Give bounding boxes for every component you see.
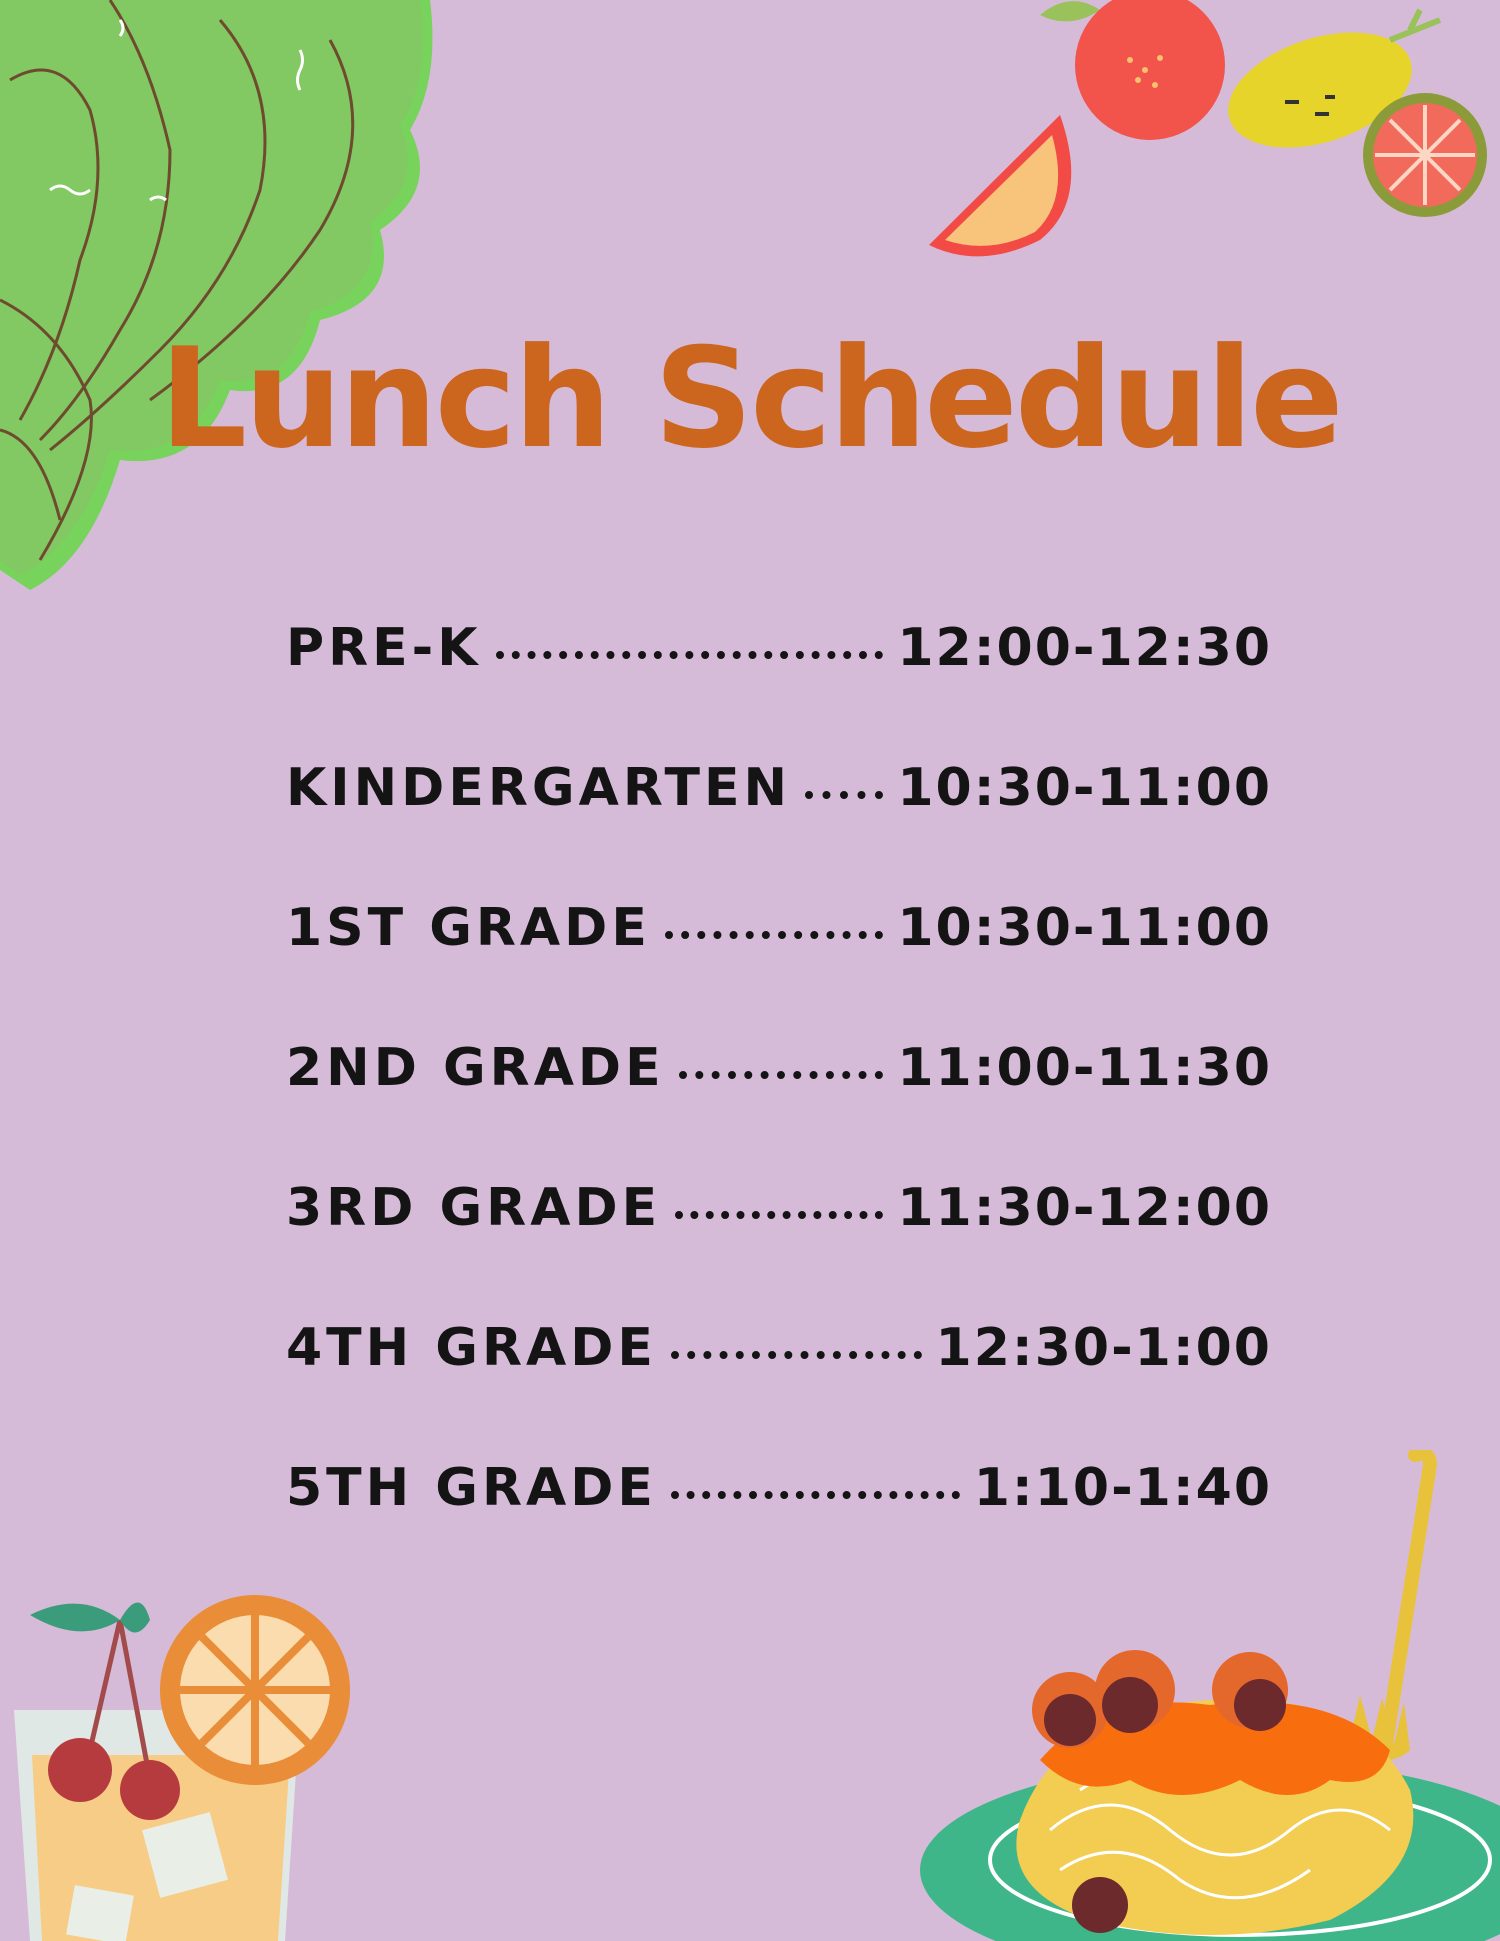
page-title: Lunch Schedule — [159, 318, 1341, 479]
fruit-cluster-illustration — [920, 0, 1500, 270]
dot-leader — [805, 791, 883, 799]
dot-leader — [679, 1071, 884, 1079]
grade-label: PRE-K — [286, 618, 482, 678]
time-range: 12:00-12:30 — [897, 618, 1272, 678]
schedule-row-1st-grade — [286, 898, 1272, 1038]
dot-leader — [675, 1211, 883, 1219]
schedule-row-3rd-grade — [286, 1178, 1272, 1318]
time-range: 12:30-1:00 — [935, 1318, 1272, 1378]
schedule-row-kindergarten — [286, 758, 1272, 898]
grade-label: KINDERGARTEN — [286, 758, 792, 818]
dot-leader — [665, 931, 884, 939]
schedule-row-pre-k — [286, 618, 1272, 758]
time-range: 10:30-11:00 — [897, 758, 1272, 818]
time-range: 10:30-11:00 — [897, 898, 1272, 958]
time-range: 11:00-11:30 — [897, 1038, 1272, 1098]
grade-label: 4TH GRADE — [286, 1318, 657, 1378]
grade-label: 2ND GRADE — [286, 1038, 665, 1098]
drink-illustration — [0, 1590, 360, 1941]
schedule-row-2nd-grade — [286, 1038, 1272, 1178]
lettuce-illustration — [0, 0, 460, 600]
grade-label: 5TH GRADE — [286, 1458, 657, 1518]
dot-leader — [671, 1351, 922, 1359]
spaghetti-illustration — [910, 1450, 1500, 1941]
grade-label: 1ST GRADE — [286, 898, 651, 958]
time-range: 11:30-12:00 — [897, 1178, 1272, 1238]
schedule-row-4th-grade — [286, 1318, 1272, 1458]
time-range: 1:10-1:40 — [973, 1458, 1272, 1518]
grade-label: 3RD GRADE — [286, 1178, 662, 1238]
dot-leader — [496, 651, 884, 659]
